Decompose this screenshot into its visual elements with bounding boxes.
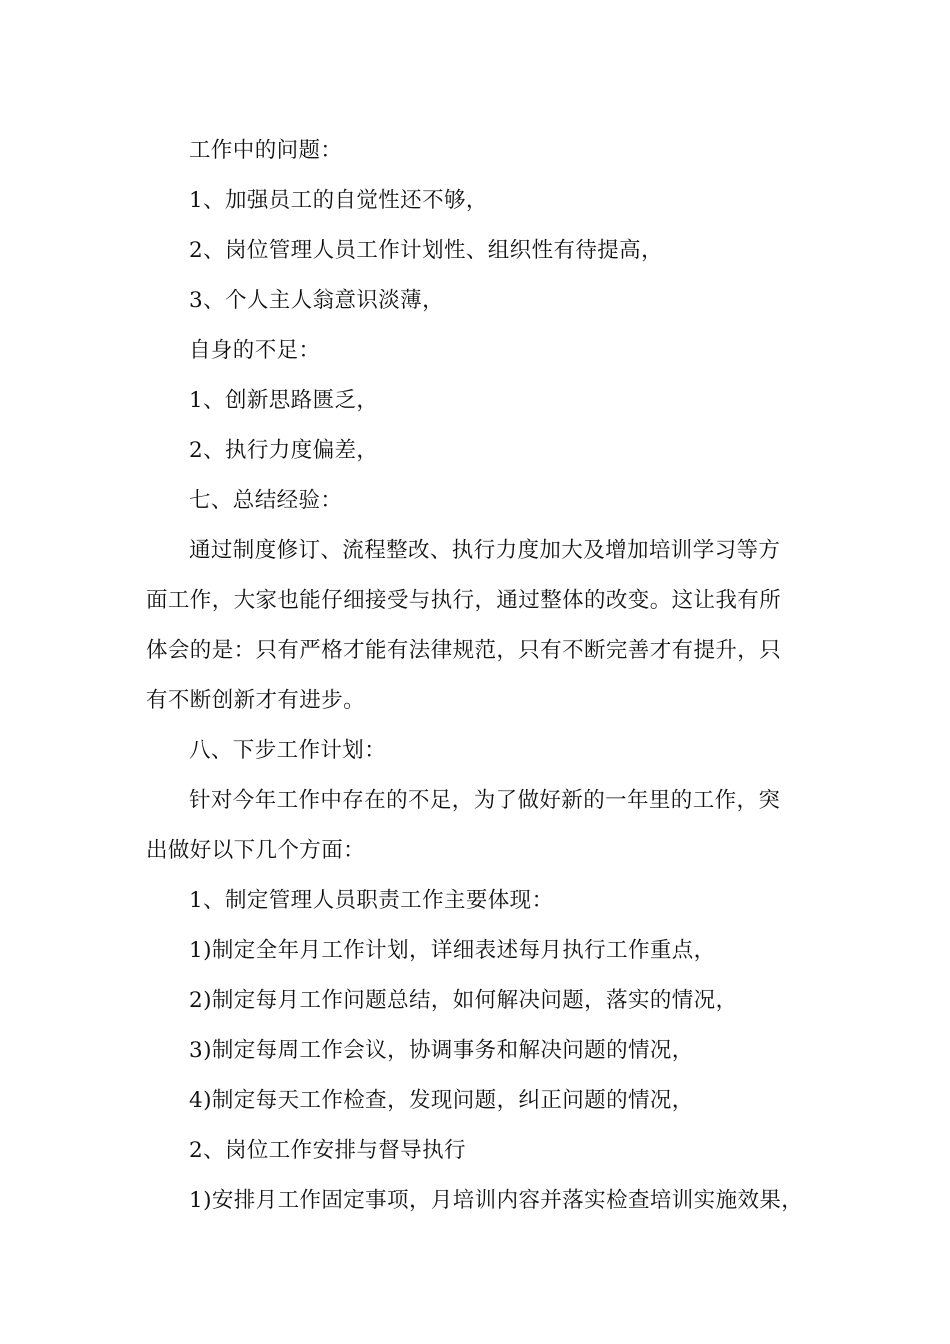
section-heading: 七、总结经验：	[189, 488, 343, 513]
text-line: 自身的不足：	[189, 338, 321, 363]
paragraph-line: 出做好以下几个方面：	[146, 838, 366, 863]
text-line: 1、制定管理人员职责工作主要体现：	[189, 888, 554, 913]
paragraph-line: 通过制度修订、流程整改、执行力度加大及增加培训学习等方	[189, 538, 781, 563]
paragraph-line: 针对今年工作中存在的不足，为了做好新的一年里的工作，突	[189, 788, 781, 813]
text-line: 1)安排月工作固定事项，月培训内容并落实检查培训实施效果，	[189, 1188, 804, 1213]
text-line: 2、岗位工作安排与督导执行	[189, 1138, 466, 1163]
text-line: 2、执行力度偏差，	[189, 438, 379, 463]
text-line: 工作中的问题：	[189, 138, 343, 163]
text-line: 1、加强员工的自觉性还不够，	[189, 188, 488, 213]
paragraph-line: 有不断创新才有进步。	[146, 688, 366, 713]
text-line: 3、个人主人翁意识淡薄，	[189, 288, 444, 313]
text-line: 1)制定全年月工作计划，详细表述每月执行工作重点，	[189, 938, 716, 963]
text-line: 2)制定每月工作问题总结，如何解决问题，落实的情况，	[189, 988, 738, 1013]
section-heading: 八、下步工作计划：	[189, 738, 387, 763]
paragraph-line: 体会的是：只有严格才能有法律规范，只有不断完善才有提升，只	[146, 638, 782, 663]
text-line: 3)制定每周工作会议，协调事务和解决问题的情况，	[189, 1038, 694, 1063]
paragraph-line: 面工作，大家也能仔细接受与执行，通过整体的改变。这让我有所	[146, 588, 782, 613]
text-line: 1、创新思路匮乏，	[189, 388, 379, 413]
text-line: 4)制定每天工作检查，发现问题，纠正问题的情况，	[189, 1088, 694, 1113]
text-line: 2、岗位管理人员工作计划性、组织性有待提高，	[189, 238, 663, 263]
